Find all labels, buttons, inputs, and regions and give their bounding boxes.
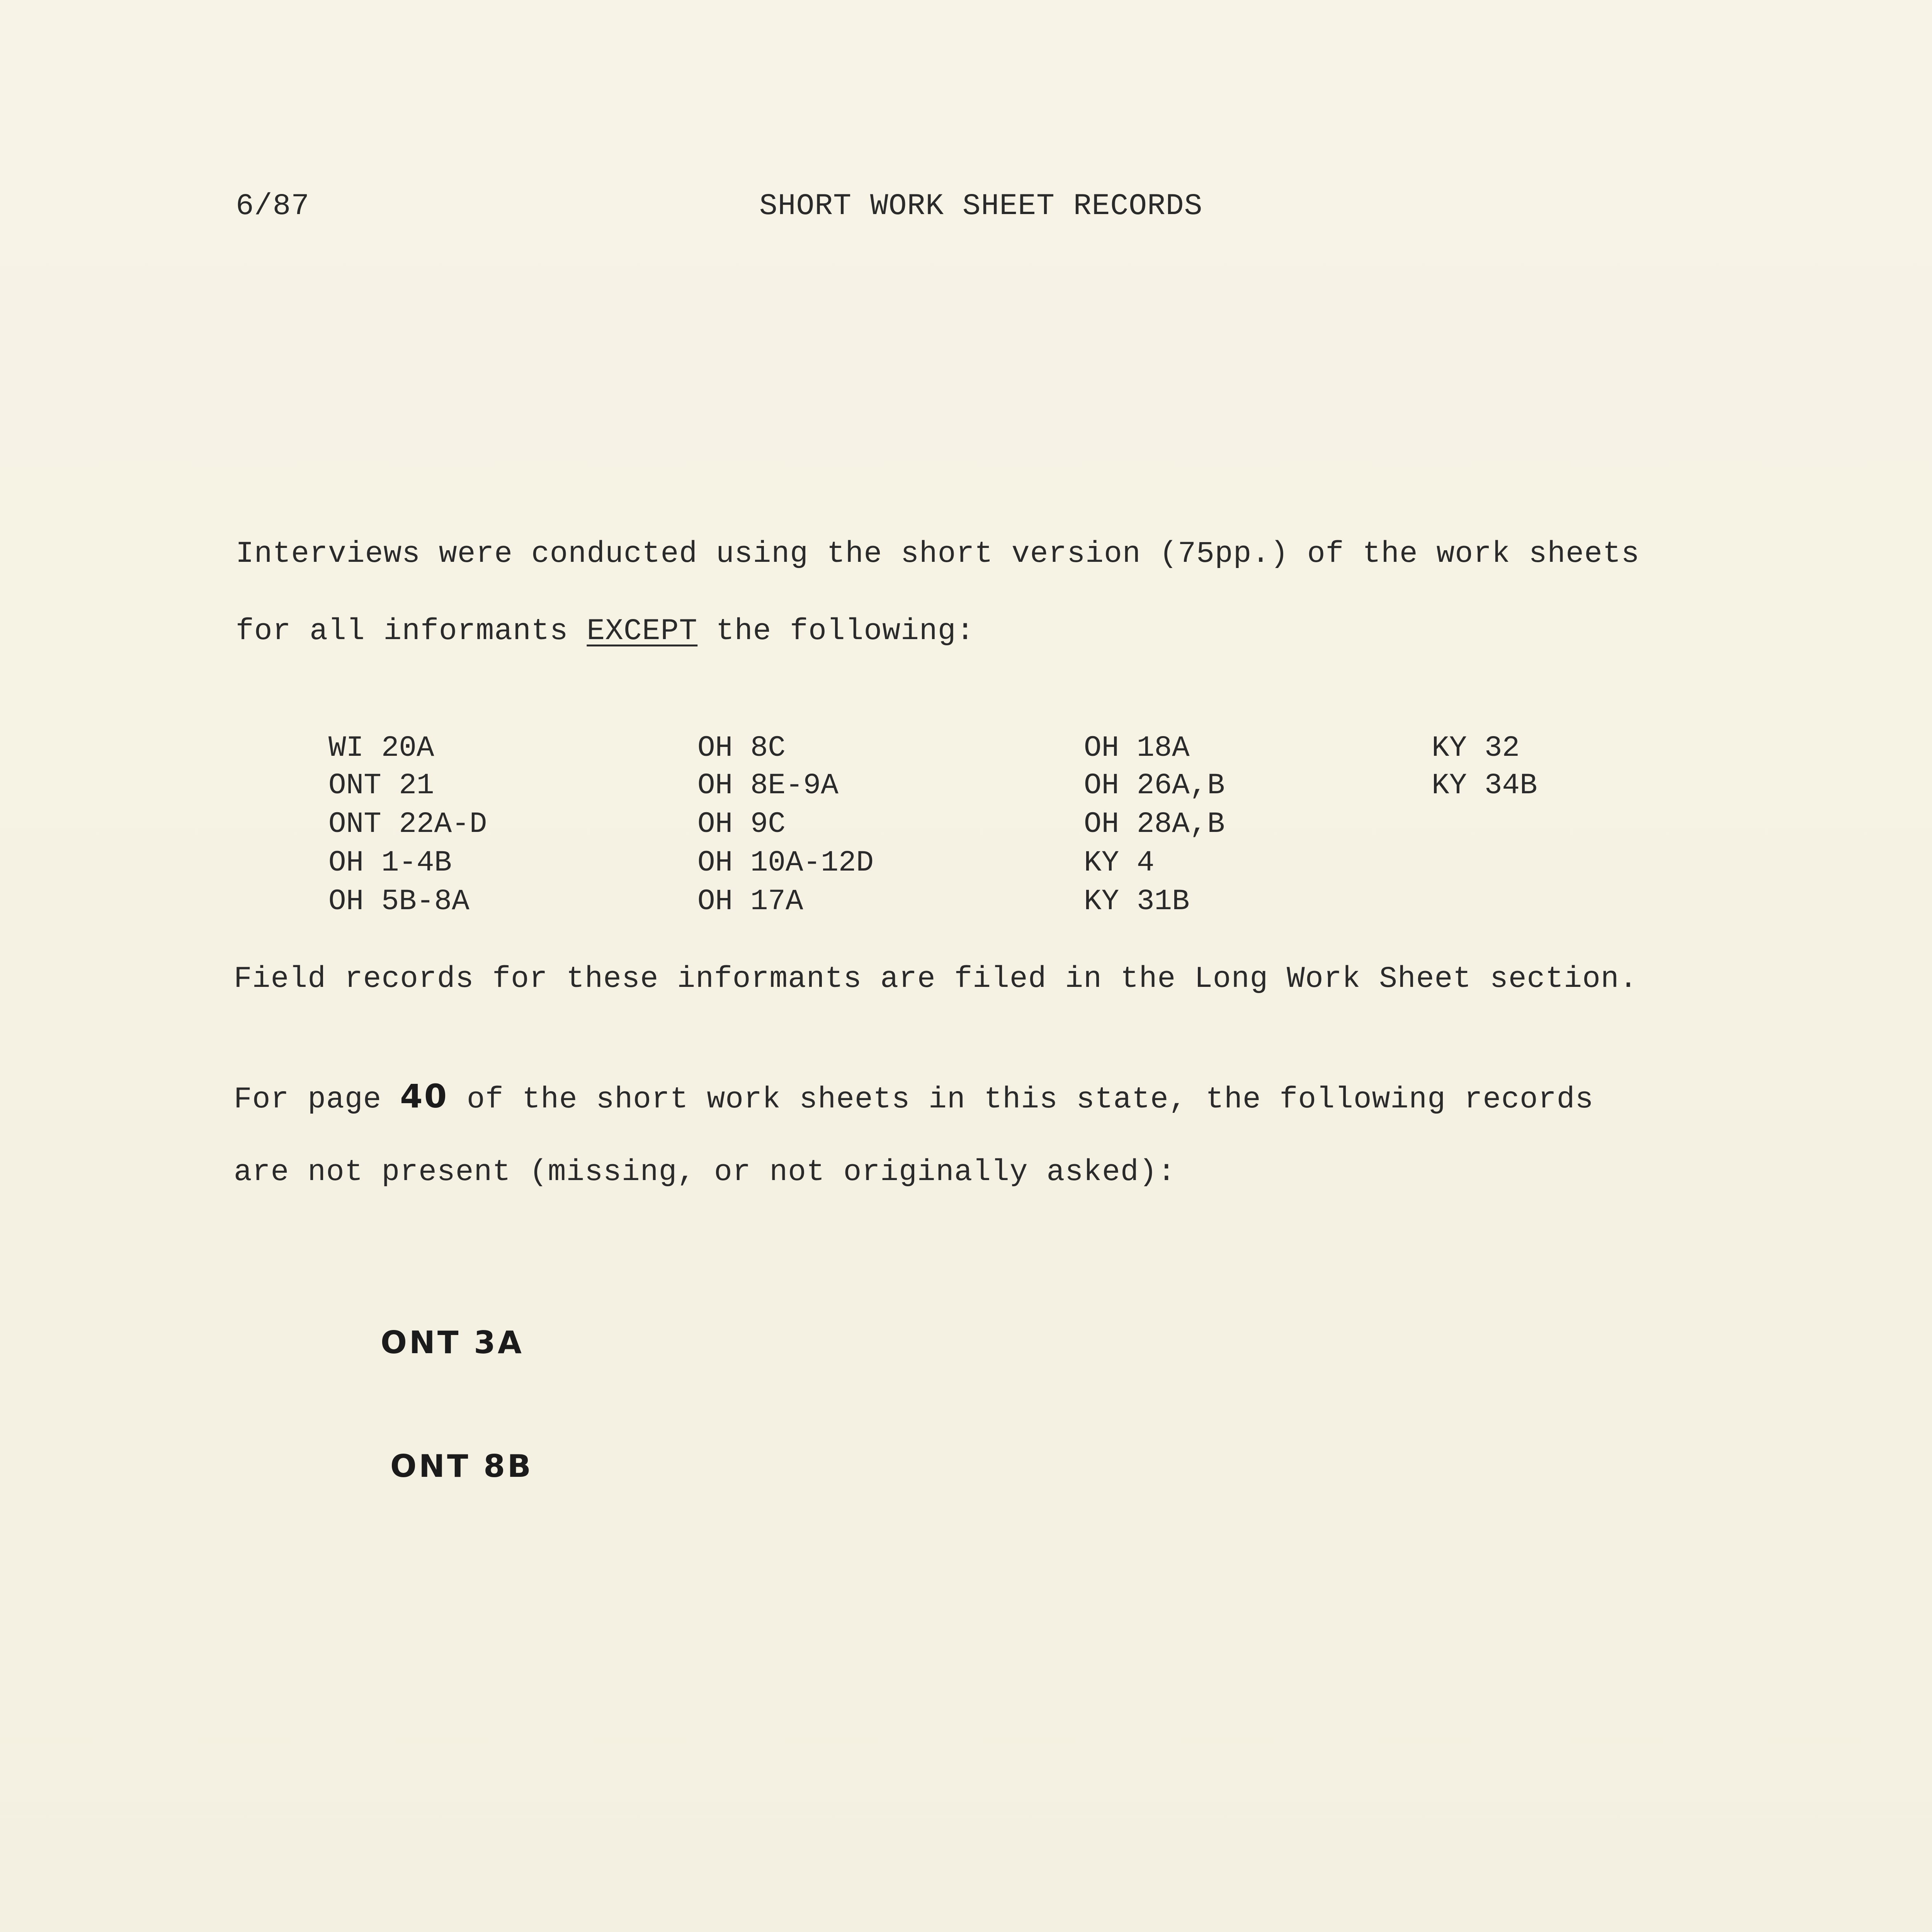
- list-item: KY 31B: [1084, 885, 1190, 918]
- header-date: 6/87: [236, 189, 310, 223]
- intro-line-1: Interviews were conducted using the short version (75pp.) of the work sheets: [236, 537, 1640, 571]
- list-item: OH 5B-8A: [328, 885, 469, 918]
- list-item: KY 34B: [1432, 769, 1537, 802]
- handwritten-missing-record: ONT 3A: [381, 1325, 524, 1361]
- list-item: KY 4: [1084, 846, 1155, 879]
- intro-line-2-suffix: the following:: [697, 614, 975, 648]
- list-item: OH 1-4B: [328, 846, 452, 879]
- list-item: ONT 22A-D: [328, 808, 487, 841]
- list-item: WI 20A: [328, 731, 434, 765]
- list-item: OH 28A,B: [1084, 808, 1225, 841]
- list-item: OH 8E-9A: [697, 769, 838, 802]
- list-item: OH 26A,B: [1084, 769, 1225, 802]
- except-emphasis: EXCEPT: [587, 614, 698, 648]
- list-item: KY 32: [1432, 731, 1520, 765]
- list-item: OH 8C: [697, 731, 786, 765]
- list-item: OH 17A: [697, 885, 803, 918]
- intro-line-2: [236, 616, 975, 646]
- page-note-line-2: are not present (missing, or not originally asked):: [234, 1155, 1176, 1189]
- list-item: ONT 21: [328, 769, 434, 802]
- page-note-prefix: For page: [234, 1083, 400, 1117]
- list-item: OH 9C: [697, 808, 786, 841]
- intro-line-2-prefix: for all informants: [236, 614, 587, 648]
- page-note-line-1: [234, 1077, 1594, 1117]
- handwritten-page-number: 40: [400, 1077, 449, 1115]
- page-note-suffix: of the short work sheets in this state, the following records: [448, 1083, 1594, 1117]
- handwritten-missing-record: ONT 8B: [390, 1448, 534, 1484]
- list-item: OH 10A-12D: [697, 846, 874, 879]
- list-item: OH 18A: [1084, 731, 1190, 765]
- field-records-note: Field records for these informants are filed in the Long Work Sheet section.: [234, 962, 1638, 996]
- page-title: SHORT WORK SHEET RECORDS: [759, 189, 1203, 223]
